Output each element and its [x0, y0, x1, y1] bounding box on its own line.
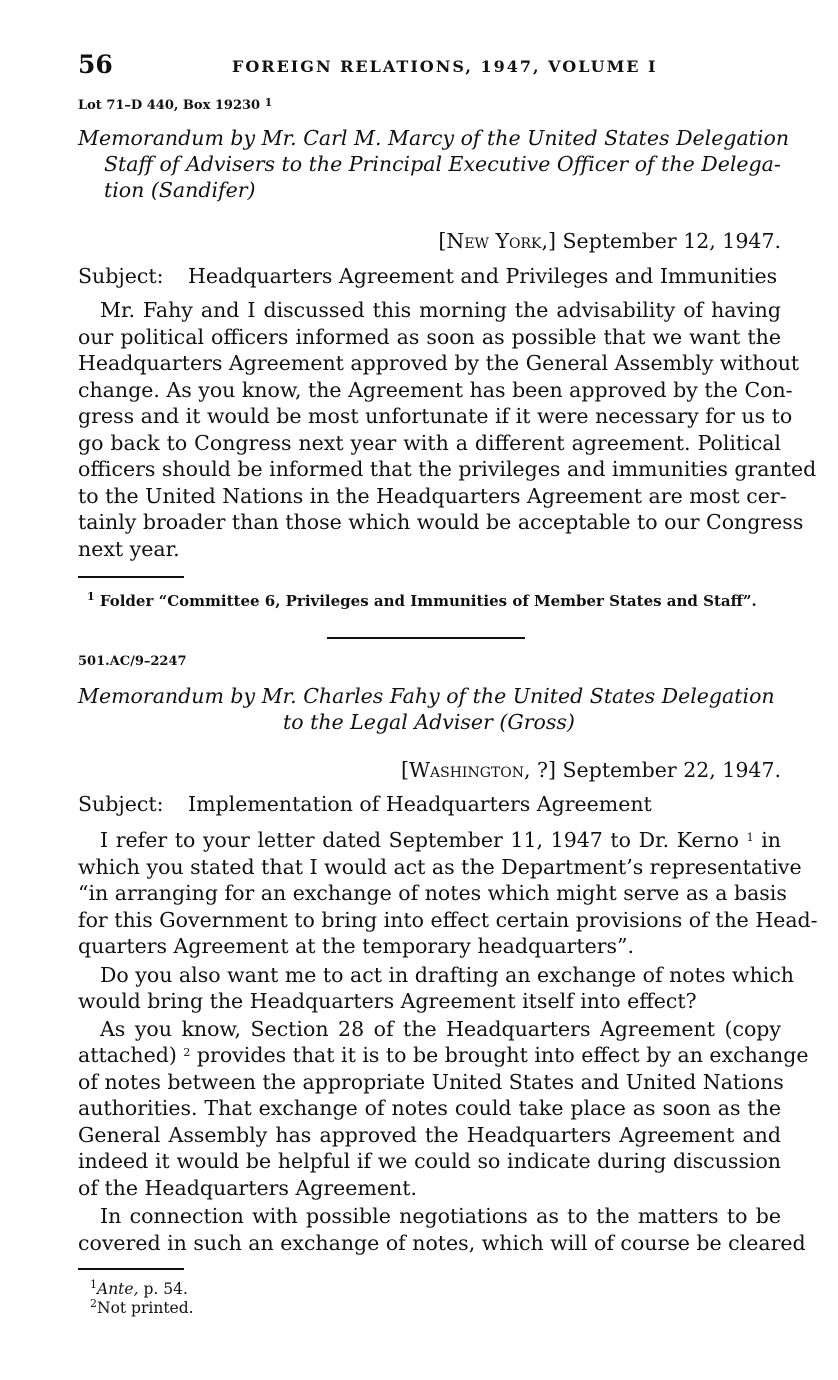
body-line: of notes between the appropriate United States and United Nations [78, 1070, 784, 1094]
body-line: tainly broader than those which would be acceptable to our Congress [78, 510, 804, 534]
footnote-marker: 1 [90, 1278, 97, 1291]
dateline [401, 758, 781, 782]
dateline [438, 229, 781, 253]
body-line: would bring the Headquarters Agreement itself into effect? [78, 989, 697, 1013]
date: September 12, 1947. [562, 229, 781, 253]
body-line: for this Government to bring into effect certain provisions of the Head- [78, 908, 818, 932]
running-head: FOREIGN RELATIONS, 1947, VOLUME I [232, 57, 658, 76]
footnote-rule [78, 1268, 184, 1270]
footnote-marker: 2 [183, 1046, 191, 1059]
title-line: Memorandum by Mr. Carl M. Marcy of the United States Delegation [78, 126, 790, 150]
body-line: covered in such an exchange of notes, which will of course be cleared [78, 1231, 806, 1255]
body-line: “in arranging for an exchange of notes which might serve as a basis [78, 881, 787, 905]
subject-text: Implementation of Headquarters Agreement [188, 792, 652, 816]
subject-label: Subject: [78, 792, 164, 816]
body-line: Do you also want me to act in drafting an exchange of notes which [100, 963, 795, 987]
page-number: 56 [78, 50, 113, 79]
footnote-marker: 1 [264, 96, 273, 109]
section-divider [327, 637, 525, 639]
body-line: authorities. That exchange of notes could take place as soon as the [78, 1096, 781, 1120]
title-line: Staff of Advisers to the Principal Executive Officer of the Delega- [104, 152, 781, 176]
body-line: officers should be informed that the privileges and immunities granted [78, 457, 817, 481]
body-line: which you stated that I would act as the Department’s representative [78, 855, 802, 879]
body-line: I refer to your letter dated September 11, 1947 to Dr. Kerno $^1$ in [100, 828, 781, 852]
place: [New York,] [438, 229, 556, 253]
footnote: $^1$ Folder “Committee 6, Privileges and Immunities of Member States and Staff”. [87, 590, 757, 610]
document-title: Memorandum by Mr. Charles Fahy of the United States Delegation [78, 684, 775, 708]
place: [Washington, ?] [400, 758, 556, 782]
body-line: attached) $^2$ provides that it is to be brought into effect by an exchange [78, 1043, 809, 1067]
subject-text: Headquarters Agreement and Privileges and Immunities [188, 264, 778, 288]
subject-line [78, 792, 652, 816]
footnote-marker: 2 [90, 1297, 97, 1310]
body-line: gress and it would be most unfortunate if it were necessary for us to [78, 404, 793, 428]
body-line: our political officers informed as soon as possible that we want the [78, 325, 781, 349]
body-line: go back to Congress next year with a different agreement. Political [78, 431, 781, 455]
body-line: As you know, Section 28 of the Headquarters Agreement (copy [100, 1017, 781, 1041]
file-reference: 501.AC/9–2247 [78, 654, 187, 669]
footnote: $^2$Not printed. [90, 1297, 194, 1317]
body-line: indeed it would be helpful if we could so indicate during discussion [78, 1149, 781, 1173]
body-line: quarters Agreement at the temporary headquarters”. [78, 934, 635, 958]
body-line: General Assembly has approved the Headquarters Agreement and [78, 1123, 781, 1147]
body-line: change. As you know, the Agreement has been approved by the Con- [78, 378, 793, 402]
document-title-line: to the Legal Adviser (Gross) [283, 710, 575, 734]
body-line: Mr. Fahy and I discussed this morning the advisability of having [100, 298, 781, 322]
title-line: tion (Sandifer) [104, 178, 256, 202]
subject-line [78, 264, 777, 288]
body-line: next year. [78, 537, 180, 561]
file-reference: Lot 71–D 440, Box 19230 $^1$ [78, 96, 273, 113]
subject-label: Subject: [78, 264, 164, 288]
body-line: In connection with possible negotiations as to the matters to be [100, 1204, 781, 1228]
date: September 22, 1947. [562, 758, 781, 782]
footnote-marker: 1 [746, 831, 754, 844]
footnote-rule [78, 576, 184, 578]
body-line: Headquarters Agreement approved by the General Assembly without [78, 351, 800, 375]
body-line: of the Headquarters Agreement. [78, 1176, 417, 1200]
document-title [78, 125, 789, 203]
footnote-marker: 1 [87, 590, 95, 603]
body-line: to the United Nations in the Headquarters Agreement are most cer- [78, 484, 787, 508]
footnote: $^1$Ante, p. 54. [90, 1278, 188, 1298]
